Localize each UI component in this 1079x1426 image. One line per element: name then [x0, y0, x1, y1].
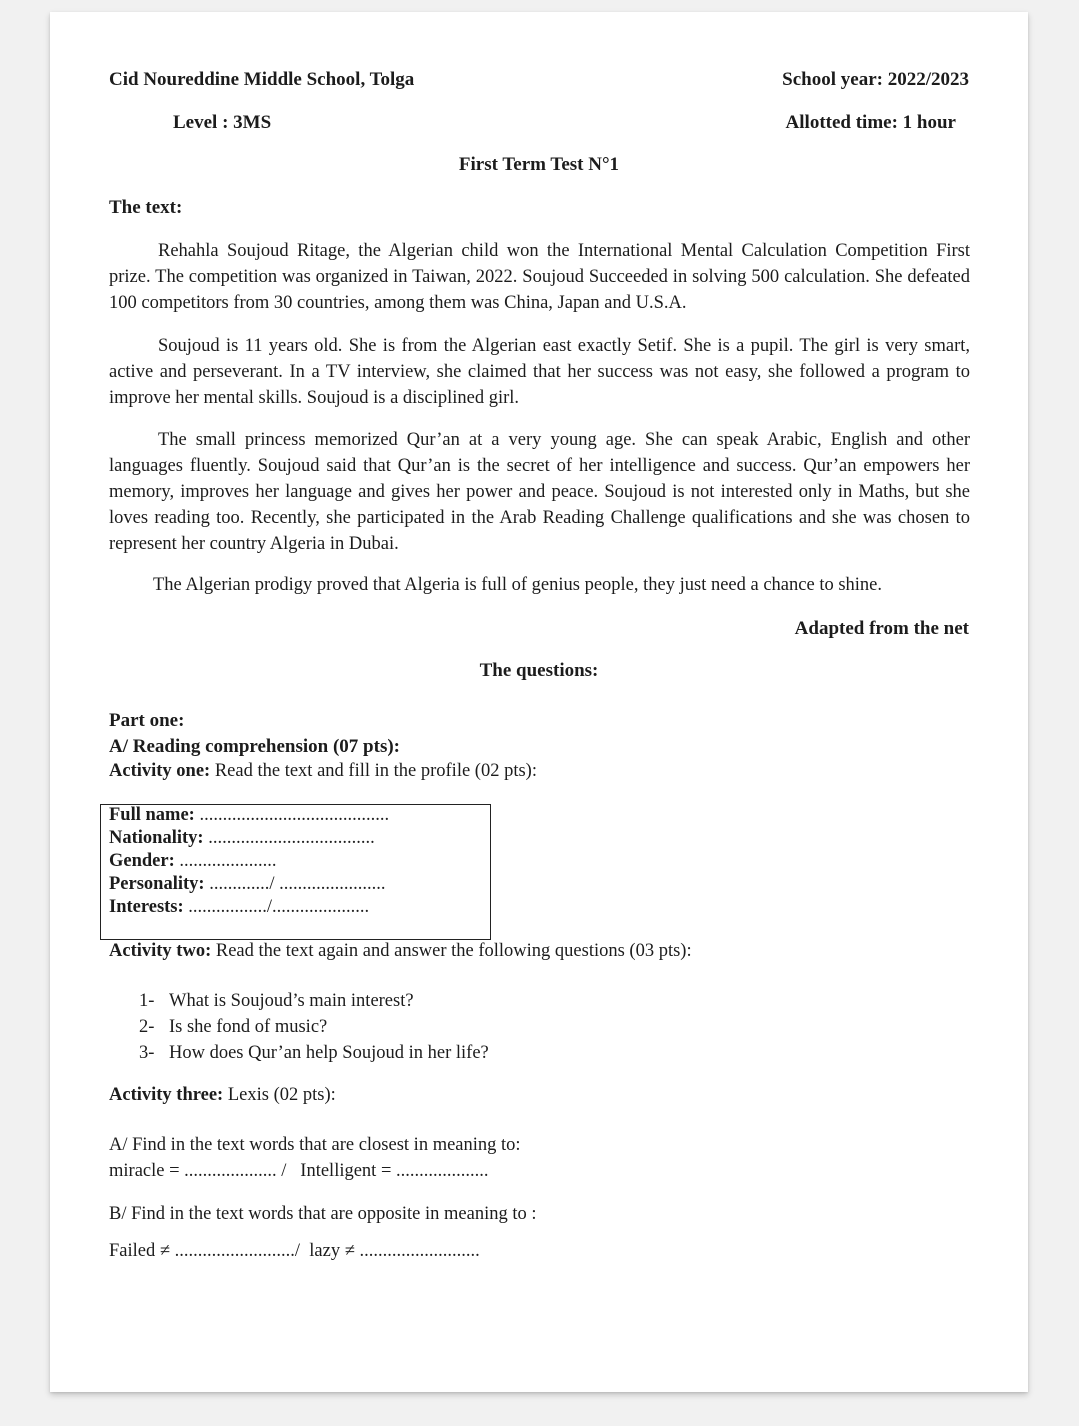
profile-box [100, 804, 491, 940]
question-text: Is she fond of music? [169, 1017, 328, 1037]
question-number: 2- [139, 1017, 155, 1037]
lexis-part-b-instruction: B/ Find in the text words that are opposite in meaning to : [109, 1204, 537, 1224]
profile-nationality [109, 828, 375, 849]
profile-blank: ................./..................... [183, 897, 370, 917]
activity-three-instruction: Lexis (02 pts): [223, 1085, 336, 1105]
profile-gender [109, 851, 277, 872]
school-year: School year: 2022/2023 [782, 69, 969, 90]
profile-blank: ..................... [174, 851, 277, 871]
source-note: Adapted from the net [794, 618, 969, 639]
question-item-1 [139, 991, 414, 1012]
text-heading: The text: [109, 197, 183, 218]
activity-one-instruction: Read the text and fill in the profile (02 pts): [210, 761, 537, 781]
question-item-2 [139, 1017, 327, 1038]
lexis-part-b-blanks: Failed ≠ ........................../ lazy ≠ .......................... [109, 1241, 480, 1261]
profile-interests [109, 897, 369, 918]
exam-page [50, 12, 1028, 1392]
allotted-time: Allotted time: 1 hour [785, 112, 956, 133]
paragraph-1: Rehahla Soujoud Ritage, the Algerian child won the International Mental Calculation Competition First prize. The competition was organized in Taiwan, 2022. Soujoud Succeeded in solving 500 calculation. She defeated 100 competitors from 30 countries, among them was China, Japan and U.S.A. [109, 241, 970, 313]
test-title: First Term Test N°1 [458, 154, 620, 175]
profile-blank: ............./ ....................... [204, 874, 386, 894]
question-number: 1- [139, 991, 155, 1011]
lexis-part-a-instruction: A/ Find in the text words that are closest in meaning to: [109, 1135, 521, 1155]
profile-personality [109, 874, 385, 895]
question-number: 3- [139, 1043, 155, 1063]
activity-three-line [109, 1085, 336, 1106]
activity-two-instruction: Read the text again and answer the following questions (03 pts): [211, 941, 692, 961]
level: Level : 3MS [173, 112, 272, 133]
profile-label: Interests: [109, 897, 184, 917]
part-one-heading: Part one: [109, 710, 185, 731]
activity-one-label: Activity one: [109, 761, 211, 781]
activity-two-label: Activity two: [109, 941, 212, 961]
profile-label: Personality: [109, 874, 205, 894]
activity-three-label: Activity three: [109, 1085, 224, 1105]
activity-two-line [109, 941, 692, 962]
questions-heading: The questions: [479, 660, 599, 681]
profile-blank: ......................................... [194, 805, 390, 825]
paragraph-4: The Algerian prodigy proved that Algeria is full of genius people, they just need a chance to shine. [153, 575, 883, 595]
question-text: How does Qur’an help Soujoud in her life? [169, 1043, 489, 1063]
paragraph-3: The small princess memorized Qur’an at a very young age. She can speak Arabic, English and other languages fluently. Soujoud said that Qur’an is the secret of her intelligence and success. Qur’an empowers her memory, improves her language and gives her power and peace. Soujoud is not interested only in Maths, but she loves reading too. Recently, she participated in the Arab Reading Challenge qualifications and she was chosen to represent her country Algeria in Dubai. [109, 430, 970, 554]
profile-label: Full name: [109, 805, 195, 825]
profile-label: Nationality: [109, 828, 204, 848]
question-item-3 [139, 1043, 489, 1064]
reading-comprehension-heading: A/ Reading comprehension (07 pts): [109, 736, 400, 757]
activity-one-line [109, 761, 537, 782]
question-text: What is Soujoud’s main interest? [169, 991, 414, 1011]
school-name: Cid Noureddine Middle School, Tolga [109, 69, 415, 90]
lexis-part-a-blanks: miracle = .................... / Intelligent = .................... [109, 1161, 489, 1181]
profile-label: Gender: [109, 851, 175, 871]
paragraph-2: Soujoud is 11 years old. She is from the Algerian east exactly Setif. She is a pupil. The girl is very smart, active and perseverant. In a TV interview, she claimed that her success was not easy, she followed a program to improve her mental skills. Soujoud is a disciplined girl. [109, 336, 970, 408]
profile-blank: .................................... [203, 828, 375, 848]
profile-full-name [109, 805, 389, 826]
